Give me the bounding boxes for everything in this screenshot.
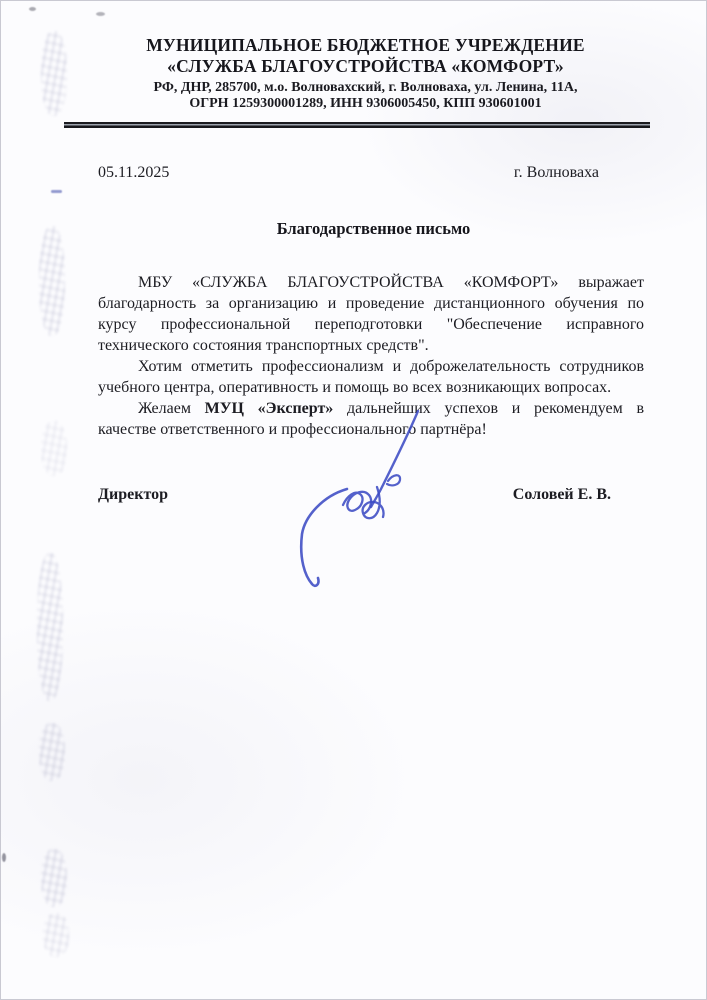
paragraph3-line2: качестве ответственного и профессионального партнёра! [98,421,487,438]
letterhead-divider-rule [64,122,650,128]
paragraph1-line3: курсу профессиональной переподготовки "Обеспечение исправного [98,316,644,333]
organization-address: РФ, ДНР, 285700, м.о. Волновахский, г. Волноваха, ул. Ленина, 11А, [153,80,578,95]
scan-artifact [43,913,69,957]
scan-speck [96,12,105,16]
signatory-role: Директор [98,486,168,503]
organization-name-line1: МУНИЦИПАЛЬНОЕ БЮДЖЕТНОЕ УЧРЕЖДЕНИЕ [146,35,585,55]
paragraph3-line1-segment: Желаем [138,400,191,417]
scan-speck [29,7,36,11]
scan-artifact [41,421,67,476]
paragraph1-line1: МБУ «СЛУЖБА БЛАГОУСТРОЙСТВА «КОМФОРТ» выражает [138,274,644,291]
scan-artifact [39,226,65,336]
paragraph2-line1: Хотим отметить профессионализм и доброжелательность сотрудников [138,358,644,375]
signatory-name: Соловей Е. В. [512,486,611,503]
organization-registration: ОГРН 1259300001289, ИНН 9306005450, КПП 930601001 [189,95,542,111]
scan-speck [2,853,6,862]
paragraph1-line2: благодарность за организацию и проведение дистанционного обучения по [98,295,644,312]
paragraph2-line2: учебного центра, оперативность и помощь во всех возникающих вопросах. [98,379,612,396]
handwritten-signature [281,401,461,591]
scan-artifact [41,849,67,907]
paragraph1-line4: технического состояния транспортных средств". [98,337,429,354]
scan-artifact [39,723,65,781]
letterhead [1,35,706,111]
paragraph3-line1-segment: дальнейших успехов и рекомендуем в [347,400,644,417]
recipient-name-bold: МУЦ «Эксперт» [204,400,334,417]
document-date: 05.11.2025 [98,164,170,181]
document-title: Благодарственное письмо [276,219,471,238]
organization-name-line2: «СЛУЖБА БЛАГОУСТРОЙСТВА «КОМФОРТ» [167,56,564,76]
date-city-row [98,164,599,182]
document-city: г. Волноваха [513,164,599,181]
scan-artifact [37,553,63,701]
pen-mark [51,190,62,193]
